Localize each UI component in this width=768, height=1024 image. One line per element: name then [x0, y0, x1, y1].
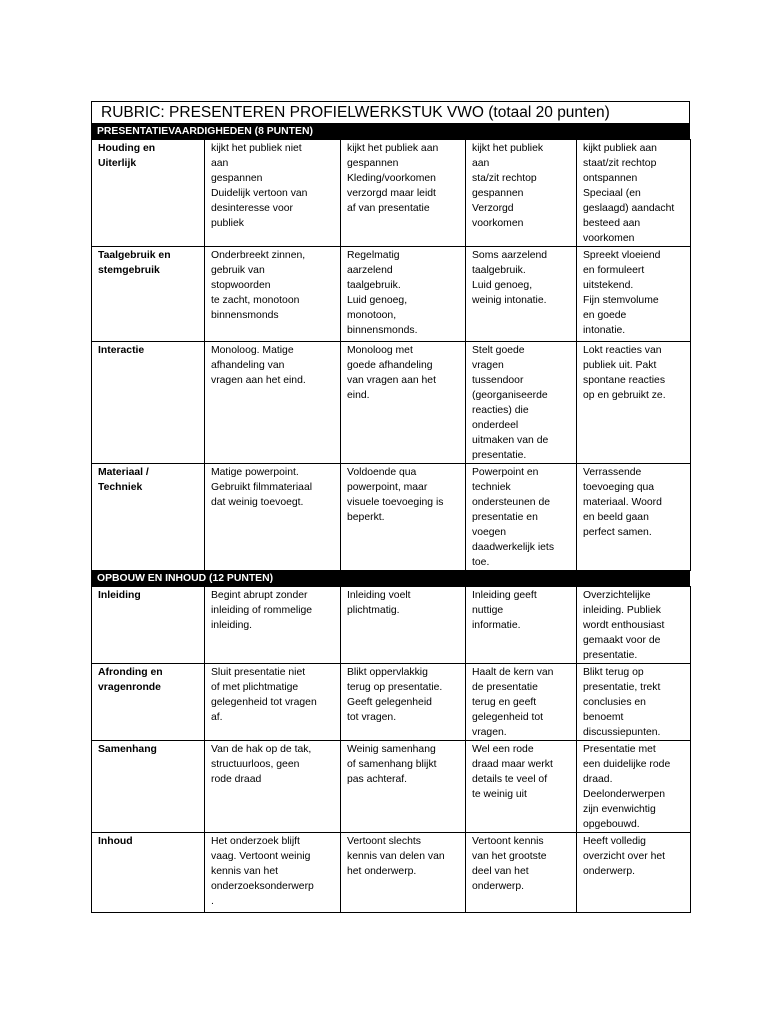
level-cell [205, 587, 341, 664]
cell-line: Lokt reacties van [583, 345, 662, 356]
cell-line: gespannen [211, 173, 263, 184]
cell-line: geslaagd) aandacht [583, 203, 675, 214]
cell-line: Geeft gelegenheid [347, 697, 432, 708]
level-cell [466, 664, 577, 741]
cell-line: visuele toevoeging is [347, 497, 444, 508]
cell-line: vaag. Vertoont weinig [211, 851, 311, 862]
cell-line: Het onderzoek blijft [211, 836, 300, 847]
cell-line: onderwerp. [583, 866, 635, 877]
cell-line: binnensmonds. [347, 325, 418, 336]
cell-line: Luid genoeg, [472, 280, 533, 291]
cell-line: discussiepunten. [583, 727, 661, 738]
cell-line: stopwoorden [211, 280, 271, 291]
cell-line: staat/zit rechtop [583, 158, 657, 169]
cell-line: Deelonderwerpen [583, 789, 666, 800]
criterion-line: Inleiding [98, 590, 141, 601]
cell-line: en beeld gaan [583, 512, 649, 523]
cell-line: toe. [472, 557, 490, 568]
cell-line: af van presentatie [347, 203, 430, 214]
rubric-table [91, 586, 691, 913]
cell-line: besteed aan [583, 218, 641, 229]
level-cell [577, 342, 691, 464]
cell-line: presentatie. [583, 650, 638, 661]
criterion-line: vragenronde [98, 682, 161, 693]
level-cell [577, 464, 691, 571]
level-cell [341, 587, 466, 664]
cell-line: Onderbreekt zinnen, [211, 250, 306, 261]
cell-line: op en gebruikt ze. [583, 390, 666, 401]
level-cell [205, 247, 341, 342]
cell-line: Overzichtelijke [583, 590, 651, 601]
cell-line: gespannen [347, 158, 399, 169]
cell-line: gelegenheid tot vragen [211, 697, 317, 708]
cell-line: of samenhang blijkt [347, 759, 437, 770]
cell-line: presentatie. [472, 450, 527, 461]
cell-line: Soms aarzelend [472, 250, 548, 261]
cell-line: Sluit presentatie niet [211, 667, 306, 678]
criterion-cell [92, 664, 205, 741]
level-cell [341, 140, 466, 247]
cell-line: Blikt terug op [583, 667, 644, 678]
cell-line: taalgebruik. [472, 265, 526, 276]
cell-line: Vertoont slechts [347, 836, 421, 847]
cell-line: Haalt de kern van [472, 667, 554, 678]
cell-line: powerpoint, maar [347, 482, 428, 493]
cell-line: de presentatie [472, 682, 538, 693]
cell-line: Blikt oppervlakkig [347, 667, 428, 678]
level-cell [205, 741, 341, 833]
level-cell [466, 342, 577, 464]
rubric-table [91, 139, 691, 571]
cell-line: Heeft volledig [583, 836, 646, 847]
level-cell [205, 140, 341, 247]
cell-line: aarzelend [347, 265, 393, 276]
cell-line: onderdeel [472, 420, 519, 431]
criterion-line: Interactie [98, 345, 145, 356]
cell-line: aan [472, 158, 490, 169]
cell-line: Luid genoeg, [347, 295, 408, 306]
criterion-line: Materiaal / [98, 467, 149, 478]
cell-line: taalgebruik. [347, 280, 401, 291]
criterion-line: Afronding en [98, 667, 163, 678]
criterion-line: Houding en [98, 143, 156, 154]
cell-line: benoemt [583, 712, 624, 723]
cell-line: details te veel of [472, 774, 548, 785]
cell-line: vragen. [472, 727, 507, 738]
cell-line: Presentatie met [583, 744, 656, 755]
cell-line: een duidelijke rode [583, 759, 671, 770]
cell-line: gespannen [472, 188, 524, 199]
cell-line: presentatie, trekt [583, 682, 661, 693]
cell-line: terug op presentatie. [347, 682, 443, 693]
criterion-line: Taalgebruik en [98, 250, 171, 261]
level-cell [577, 741, 691, 833]
level-cell [205, 342, 341, 464]
cell-line: conclusies en [583, 697, 646, 708]
cell-line: zijn evenwichtig [583, 804, 656, 815]
cell-line: van vragen aan het [347, 375, 436, 386]
cell-line: af. [211, 712, 223, 723]
cell-line: het onderwerp. [347, 866, 417, 877]
cell-line: Van de hak op de tak, [211, 744, 312, 755]
cell-line: kijkt het publiek niet [211, 143, 302, 154]
cell-line: inleiding. [211, 620, 253, 631]
cell-line: inleiding of rommelige [211, 605, 313, 616]
cell-line: beperkt. [347, 512, 385, 523]
cell-line: overzicht over het [583, 851, 666, 862]
cell-line: vragen aan het eind. [211, 375, 306, 386]
criterion-line: Inhoud [98, 836, 133, 847]
cell-line: Stelt goede [472, 345, 525, 356]
cell-line: toevoeging qua [583, 482, 655, 493]
cell-line: opgebouwd. [583, 819, 640, 830]
cell-line: monotoon, [347, 310, 397, 321]
cell-line: spontane reacties [583, 375, 666, 386]
cell-line: tussendoor [472, 375, 524, 386]
level-cell [205, 833, 341, 913]
criterion-line: Techniek [98, 482, 143, 493]
cell-line: reacties) die [472, 405, 529, 416]
cell-line: gemaakt voor de [583, 635, 661, 646]
cell-line: verzorgd maar leidt [347, 188, 436, 199]
cell-line: Fijn stemvolume [583, 295, 659, 306]
cell-line: rode draad [211, 774, 262, 785]
level-cell [341, 833, 466, 913]
table-row [92, 464, 691, 571]
cell-line: Powerpoint en [472, 467, 539, 478]
cell-line: kennis van het [211, 866, 279, 877]
cell-line: gelegenheid tot [472, 712, 544, 723]
cell-line: techniek [472, 482, 511, 493]
table-row [92, 587, 691, 664]
cell-line: Inleiding geeft [472, 590, 537, 601]
criterion-cell [92, 140, 205, 247]
cell-line: inleiding. Publiek [583, 605, 661, 616]
cell-line: plichtmatig. [347, 605, 400, 616]
table-row [92, 140, 691, 247]
cell-line: wordt enthousiast [583, 620, 665, 631]
cell-line: aan [211, 158, 229, 169]
level-cell [341, 664, 466, 741]
cell-line: en goede [583, 310, 627, 321]
cell-line: deel van het [472, 866, 529, 877]
section-header: OPBOUW EN INHOUD (12 PUNTEN) [91, 571, 690, 586]
cell-line: Speciaal (en [583, 188, 641, 199]
level-cell [466, 587, 577, 664]
cell-line: draad. [583, 774, 613, 785]
cell-line: van het grootste [472, 851, 547, 862]
criterion-cell [92, 833, 205, 913]
level-cell [577, 664, 691, 741]
level-cell [577, 587, 691, 664]
criterion-line: stemgebruik [98, 265, 160, 276]
cell-line: publiek [211, 218, 244, 229]
cell-line: weinig intonatie. [472, 295, 547, 306]
criterion-line: Uiterlijk [98, 158, 137, 169]
cell-line: kijkt publiek aan [583, 143, 657, 154]
table-row [92, 342, 691, 464]
level-cell [466, 833, 577, 913]
cell-line: Verzorgd [472, 203, 514, 214]
table-row [92, 741, 691, 833]
cell-line: binnensmonds [211, 310, 279, 321]
cell-line: kijkt het publiek [472, 143, 544, 154]
cell-line: informatie. [472, 620, 521, 631]
cell-line: Verrassende [583, 467, 642, 478]
cell-line: en formuleert [583, 265, 645, 276]
cell-line: Monoloog met [347, 345, 413, 356]
cell-line: afhandeling van [211, 360, 285, 371]
cell-line: desinteresse voor [211, 203, 294, 214]
cell-line: Monoloog. Matige [211, 345, 294, 356]
level-cell [341, 342, 466, 464]
level-cell [466, 140, 577, 247]
cell-line: Begint abrupt zonder [211, 590, 308, 601]
cell-line: Vertoont kennis [472, 836, 544, 847]
cell-line: Voldoende qua [347, 467, 417, 478]
cell-line: draad maar werkt [472, 759, 553, 770]
criterion-cell [92, 741, 205, 833]
rubric-title: RUBRIC: PRESENTEREN PROFIELWERKSTUK VWO (totaal 20 punten) [91, 101, 690, 124]
cell-line: onderwerp. [472, 881, 524, 892]
cell-line: . [211, 896, 214, 907]
table-row [92, 247, 691, 342]
cell-line: pas achteraf. [347, 774, 408, 785]
criterion-cell [92, 587, 205, 664]
cell-line: terug en geeft [472, 697, 537, 708]
cell-line: dat weinig toevoegt. [211, 497, 304, 508]
level-cell [341, 247, 466, 342]
cell-line: gebruik van [211, 265, 265, 276]
cell-line: kennis van delen van [347, 851, 445, 862]
cell-line: Duidelijk vertoon van [211, 188, 308, 199]
cell-line: uitstekend. [583, 280, 634, 291]
level-cell [205, 664, 341, 741]
criterion-line: Samenhang [98, 744, 157, 755]
table-row [92, 833, 691, 913]
cell-line: tot vragen. [347, 712, 397, 723]
table-row [92, 664, 691, 741]
cell-line: vragen [472, 360, 504, 371]
level-cell [205, 464, 341, 571]
cell-line: onderzoeksonderwerp [211, 881, 314, 892]
rubric-sections [91, 124, 690, 913]
level-cell [577, 833, 691, 913]
cell-line: Inleiding voelt [347, 590, 411, 601]
cell-line: Wel een rode [472, 744, 534, 755]
cell-line: voorkomen [472, 218, 524, 229]
cell-line: voorkomen [583, 233, 635, 244]
cell-line: daadwerkelijk iets [472, 542, 555, 553]
level-cell [577, 140, 691, 247]
criterion-cell [92, 247, 205, 342]
cell-line: goede afhandeling [347, 360, 433, 371]
level-cell [577, 247, 691, 342]
cell-line: voegen [472, 527, 507, 538]
cell-line: Matige powerpoint. [211, 467, 299, 478]
cell-line: Regelmatig [347, 250, 400, 261]
criterion-cell [92, 342, 205, 464]
cell-line: Spreekt vloeiend [583, 250, 661, 261]
section-header: PRESENTATIEVAARDIGHEDEN (8 PUNTEN) [91, 124, 690, 139]
cell-line: uitmaken van de [472, 435, 549, 446]
cell-line: intonatie. [583, 325, 626, 336]
cell-line: Gebruikt filmmateriaal [211, 482, 313, 493]
level-cell [341, 741, 466, 833]
cell-line: presentatie en [472, 512, 538, 523]
cell-line: ondersteunen de [472, 497, 550, 508]
cell-line: ontspannen [583, 173, 638, 184]
cell-line: structuurloos, geen [211, 759, 300, 770]
cell-line: kijkt het publiek aan [347, 143, 439, 154]
level-cell [466, 464, 577, 571]
criterion-cell [92, 464, 205, 571]
level-cell [466, 247, 577, 342]
cell-line: sta/zit rechtop [472, 173, 537, 184]
cell-line: Kleding/voorkomen [347, 173, 436, 184]
cell-line: perfect samen. [583, 527, 652, 538]
cell-line: te zacht, monotoon [211, 295, 300, 306]
level-cell [466, 741, 577, 833]
cell-line: of met plichtmatige [211, 682, 299, 693]
cell-line: te weinig uit [472, 789, 527, 800]
rubric-document [91, 101, 690, 913]
cell-line: publiek uit. Pakt [583, 360, 657, 371]
cell-line: (georganiseerde [472, 390, 548, 401]
cell-line: nuttige [472, 605, 504, 616]
cell-line: eind. [347, 390, 370, 401]
cell-line: materiaal. Woord [583, 497, 662, 508]
cell-line: Weinig samenhang [347, 744, 436, 755]
level-cell [341, 464, 466, 571]
